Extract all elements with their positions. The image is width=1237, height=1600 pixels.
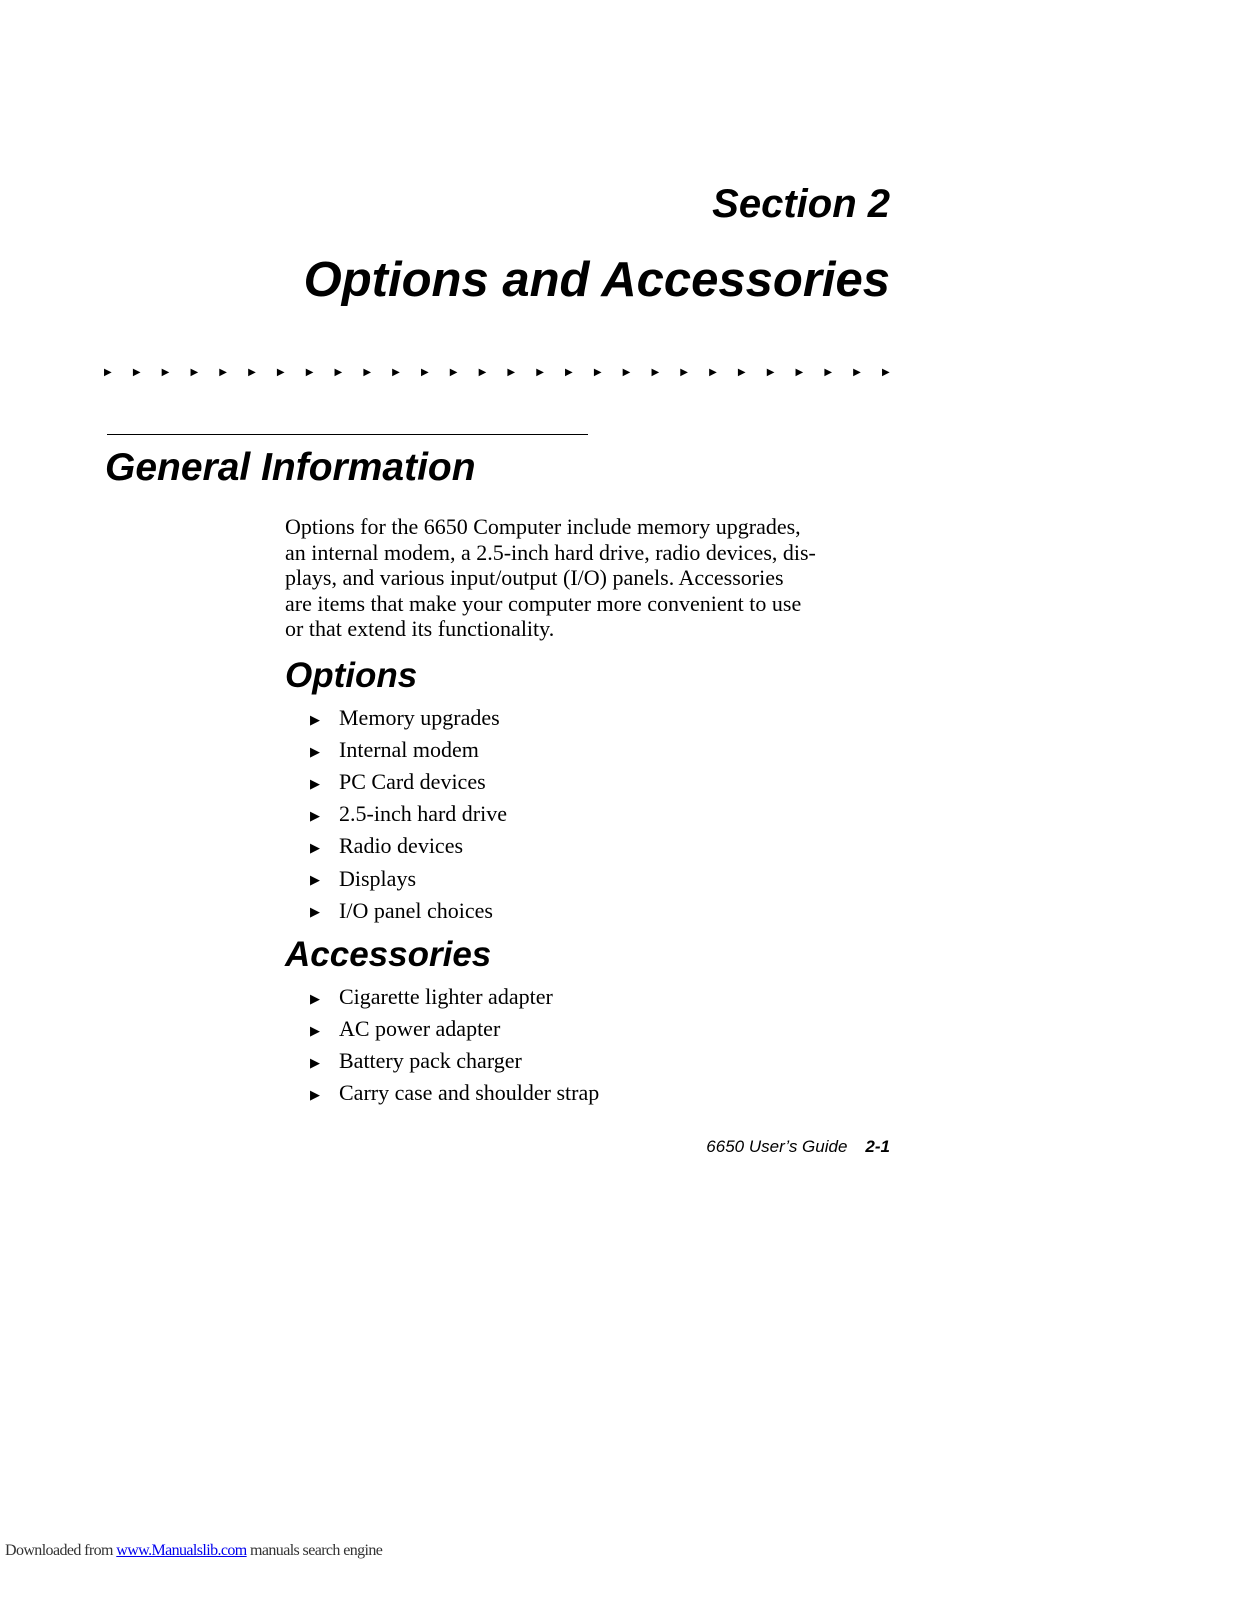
divider-arrow-icon: ▶ — [132, 366, 141, 378]
divider-arrow-icon: ▶ — [680, 366, 688, 378]
download-suffix: manuals search engine — [246, 1542, 383, 1559]
divider-arrow-icon: ▶ — [104, 366, 112, 378]
options-list — [310, 702, 507, 927]
list-item-label: I/O panel choices — [339, 897, 493, 923]
divider-arrow-icon: ▶ — [248, 366, 256, 378]
list-item — [310, 981, 599, 1013]
list-item — [310, 895, 507, 927]
list-item-label: Radio devices — [339, 833, 464, 859]
divider-arrow-icon: ▶ — [363, 366, 372, 378]
bullet-arrow-icon: ▶ — [310, 991, 320, 1007]
page-number: 2-1 — [865, 1137, 890, 1156]
bullet-arrow-icon: ▶ — [310, 776, 320, 792]
divider-arrow-icon: ▶ — [709, 366, 717, 378]
list-item — [310, 766, 507, 798]
divider-arrow-icon: ▶ — [478, 366, 487, 378]
divider-arrow-icon: ▶ — [276, 366, 285, 378]
divider-arrow-icon: ▶ — [737, 366, 746, 378]
bullet-arrow-icon: ▶ — [310, 905, 320, 921]
list-item-label: Carry case and shoulder strap — [339, 1080, 600, 1106]
intro-line: an internal modem, a 2.5-inch hard drive, radio devices, dis- — [285, 539, 816, 565]
download-note — [5, 1541, 382, 1561]
divider-arrow-icon: ▶ — [305, 366, 314, 378]
list-item — [310, 798, 507, 830]
bullet-arrow-icon: ▶ — [310, 1087, 320, 1103]
divider-arrow-icon: ▶ — [824, 366, 833, 378]
divider-arrow-icon: ▶ — [651, 366, 660, 378]
divider-arrow-icon: ▶ — [334, 366, 343, 378]
list-item — [310, 830, 507, 862]
list-item — [310, 702, 507, 734]
intro-line: Options for the 6650 Computer include memory upgrades, — [285, 514, 801, 539]
accessories-heading: Accessories — [285, 935, 492, 974]
intro-paragraph — [285, 514, 895, 642]
divider-arrow-icon: ▶ — [449, 366, 458, 378]
intro-line: or that extend its functionality. — [285, 616, 555, 641]
options-heading: Options — [285, 656, 418, 695]
divider-arrow-icon: ▶ — [190, 366, 199, 378]
section-number: Section 2 — [712, 182, 890, 226]
bullet-arrow-icon: ▶ — [310, 712, 320, 728]
divider-arrow-icon: ▶ — [795, 366, 804, 378]
arrow-divider — [104, 362, 890, 382]
list-item — [310, 1077, 599, 1109]
divider-arrow-icon: ▶ — [593, 366, 602, 378]
accessories-list — [310, 981, 599, 1109]
intro-line: are items that make your computer more convenient to use — [285, 590, 802, 616]
divider-arrow-icon: ▶ — [536, 366, 544, 378]
intro-line: plays, and various input/output (I/O) panels. Accessories — [285, 565, 784, 590]
list-item — [310, 734, 507, 766]
divider-arrow-icon: ▶ — [565, 366, 573, 378]
list-item — [310, 1045, 599, 1077]
divider-arrow-icon: ▶ — [853, 366, 861, 378]
list-item — [310, 862, 507, 894]
list-item-label: AC power adapter — [339, 1016, 501, 1042]
list-item-label: 2.5-inch hard drive — [339, 801, 507, 827]
list-item-label: Battery pack charger — [339, 1048, 522, 1074]
chapter-title: Options and Accessories — [303, 253, 890, 307]
divider-arrow-icon: ▶ — [881, 366, 890, 378]
divider-arrow-icon: ▶ — [219, 366, 227, 378]
manualslib-link[interactable]: www.Manualslib.com — [116, 1542, 247, 1559]
list-item-label: PC Card devices — [339, 769, 486, 795]
list-item-label: Memory upgrades — [339, 705, 500, 731]
page-footer — [706, 1136, 890, 1158]
horizontal-rule — [107, 434, 588, 435]
list-item-label: Displays — [339, 865, 416, 891]
bullet-arrow-icon: ▶ — [310, 1023, 320, 1039]
bullet-arrow-icon: ▶ — [310, 744, 320, 760]
bullet-arrow-icon: ▶ — [310, 1055, 320, 1071]
guide-title: 6650 User’s Guide — [706, 1137, 848, 1156]
divider-arrow-icon: ▶ — [161, 366, 170, 378]
divider-arrow-icon: ▶ — [507, 366, 516, 378]
bullet-arrow-icon: ▶ — [310, 840, 320, 856]
divider-arrow-icon: ▶ — [622, 366, 631, 378]
list-item-label: Internal modem — [339, 737, 479, 763]
divider-arrow-icon: ▶ — [420, 366, 429, 378]
list-item-label: Cigarette lighter adapter — [339, 984, 553, 1010]
list-item — [310, 1013, 599, 1045]
divider-arrow-icon: ▶ — [766, 366, 775, 378]
download-prefix: Downloaded from — [5, 1542, 117, 1559]
bullet-arrow-icon: ▶ — [310, 873, 320, 889]
divider-arrow-icon: ▶ — [392, 366, 400, 378]
bullet-arrow-icon: ▶ — [310, 808, 320, 824]
general-information-heading: General Information — [105, 446, 476, 489]
